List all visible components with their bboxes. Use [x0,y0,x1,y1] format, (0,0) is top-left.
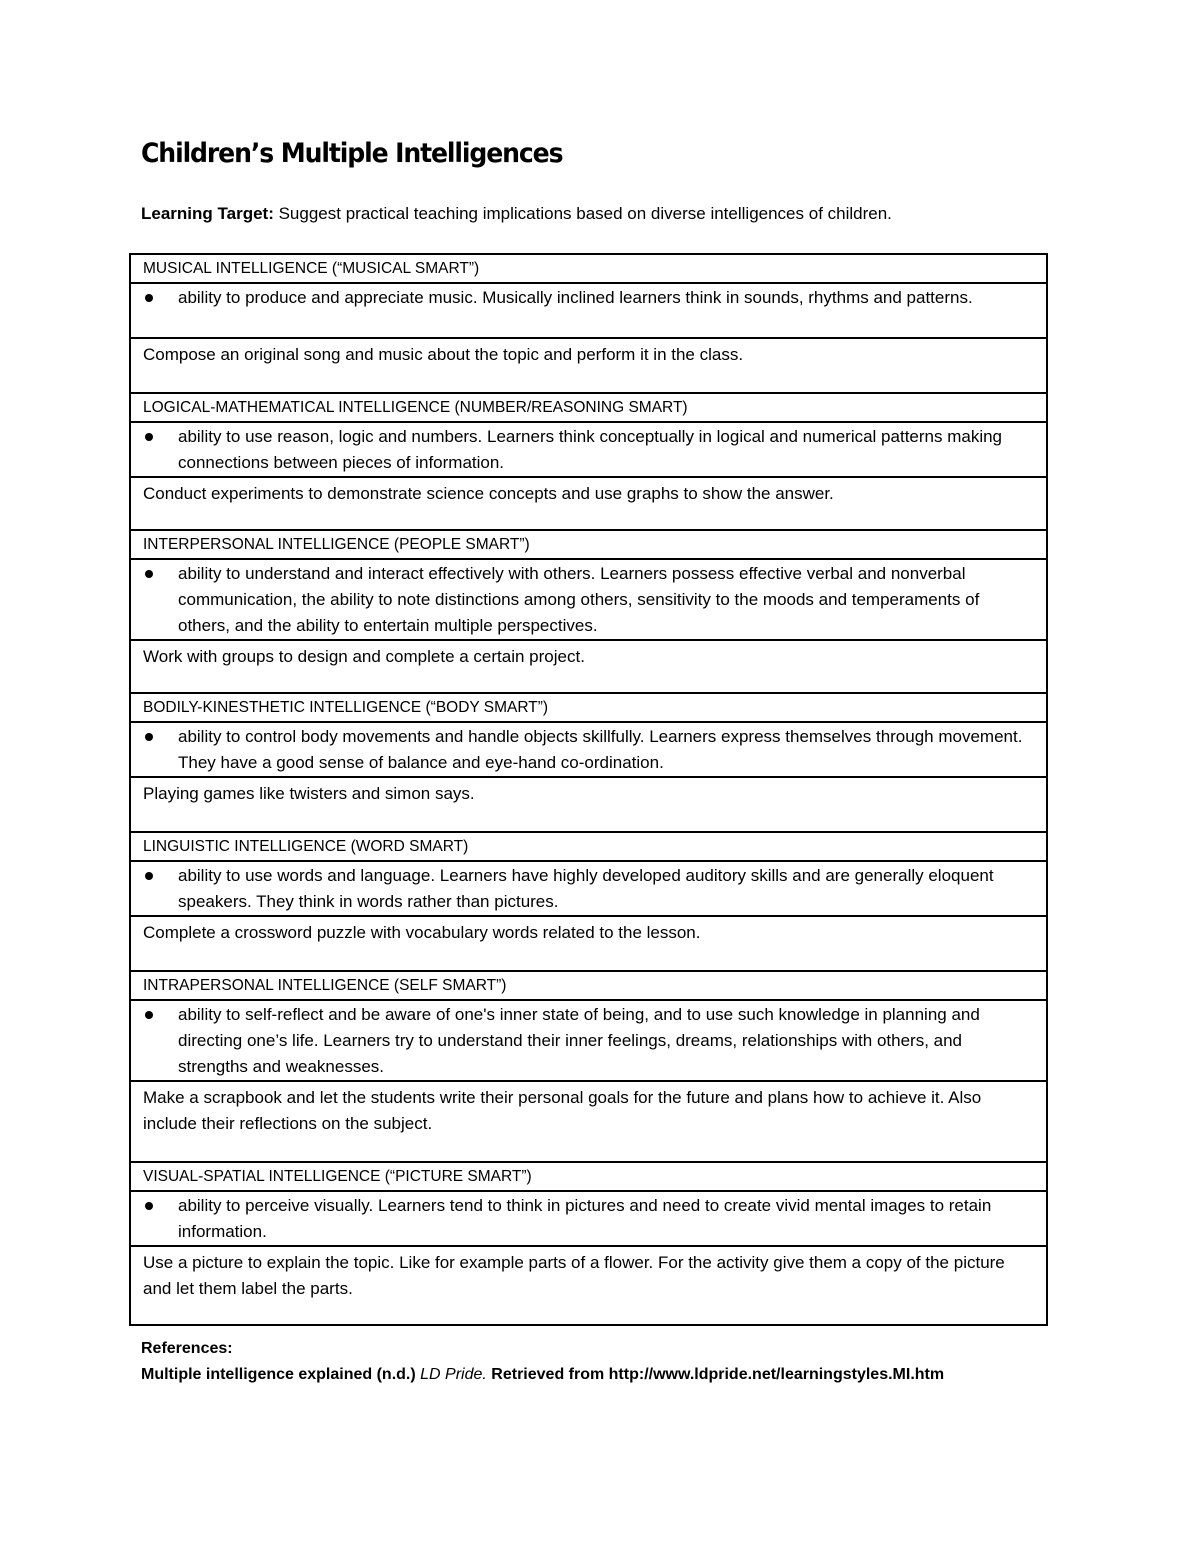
intelligence-activity-row [130,477,1047,530]
reference-citation [141,1362,944,1388]
intelligence-description-row [130,861,1047,916]
intelligence-description: ability to use reason, logic and numbers. Learners think conceptually in logical and numerical patterns making connections between pieces of information. [178,427,1003,472]
intelligence-description: ability to understand and interact effectively with others. Learners possess effective verbal and nonverbal communication, the ability to note distinctions among others, sensitivity to the moods and temperaments of others, and the ability to entertain multiple perspectives. [178,564,980,635]
bullet-icon [145,294,153,302]
intelligence-heading-row [130,832,1047,861]
intelligence-activity-row [130,777,1047,832]
intelligence-heading-row [130,971,1047,1000]
bullet-icon [145,733,153,741]
bullet-icon [145,433,153,441]
intelligence-heading-row [130,530,1047,559]
intelligence-description-row [130,1191,1047,1246]
intelligence-heading: BODILY-KINESTHETIC INTELLIGENCE (“BODY SMART”) [130,693,1047,722]
intelligence-activity-row [130,916,1047,971]
intelligence-activity-row [130,640,1047,693]
intelligence-description-row [130,283,1047,338]
learning-target [141,204,892,224]
intelligence-heading: INTRAPERSONAL INTELLIGENCE (SELF SMART”) [130,971,1047,1000]
bullet-icon [145,1011,153,1019]
intelligence-description-row [130,422,1047,477]
learning-target-label: Learning Target: [141,204,274,223]
intelligence-description: ability to use words and language. Learners have highly developed auditory skills and are generally eloquent speakers. They think in words rather than pictures. [178,866,994,911]
intelligence-description: ability to self-reflect and be aware of one's inner state of being, and to use such knowledge in planning and directing one’s life. Learners try to understand their inner feelings, dreams, relationships with others, and strengths and weaknesses. [178,1005,980,1076]
intelligence-activity-row [130,1081,1047,1162]
intelligence-heading-row [130,393,1047,422]
intelligence-activity: Complete a crossword puzzle with vocabulary words related to the lesson. [130,916,1047,971]
page-title: Children’s Multiple Intelligences [141,138,563,169]
intelligence-description-row [130,559,1047,640]
intelligence-description-row [130,1000,1047,1081]
intelligence-heading: VISUAL-SPATIAL INTELLIGENCE (“PICTURE SMART”) [130,1162,1047,1191]
intelligence-heading: MUSICAL INTELLIGENCE (“MUSICAL SMART”) [130,254,1047,283]
citation-source: LD Pride. [420,1366,487,1383]
references-heading: References: [141,1340,233,1357]
intelligence-activity: Work with groups to design and complete a certain project. [130,640,1047,693]
intelligence-activity-row [130,338,1047,393]
intelligence-description: ability to produce and appreciate music. Musically inclined learners think in sounds, rhythms and patterns. [178,288,973,307]
bullet-icon [145,570,153,578]
intelligence-description-row [130,722,1047,777]
citation-prefix: Multiple intelligence explained (n.d.) [141,1366,421,1383]
intelligence-activity: Use a picture to explain the topic. Like for example parts of a flower. For the activity give them a copy of the picture and let them label the parts. [130,1246,1047,1325]
intelligence-activity: Conduct experiments to demonstrate science concepts and use graphs to show the answer. [130,477,1047,530]
intelligence-activity: Compose an original song and music about the topic and perform it in the class. [130,338,1047,393]
intelligence-activity-row [130,1246,1047,1325]
intelligence-description: ability to control body movements and handle objects skillfully. Learners express themselves through movement. They have a good sense of balance and eye-hand co-ordination. [178,727,1023,772]
intelligence-heading: LOGICAL-MATHEMATICAL INTELLIGENCE (NUMBER/REASONING SMART) [130,393,1047,422]
intelligence-heading-row [130,254,1047,283]
learning-target-text: Suggest practical teaching implications based on diverse intelligences of children. [273,204,892,223]
intelligence-description: ability to perceive visually. Learners tend to think in pictures and need to create vivid mental images to retain information. [178,1196,992,1241]
intelligence-heading: INTERPERSONAL INTELLIGENCE (PEOPLE SMART”) [130,530,1047,559]
intelligences-table [129,253,1048,1326]
intelligence-activity: Playing games like twisters and simon says. [130,777,1047,832]
citation-suffix: Retrieved from http://www.ldpride.net/learningstyles.MI.htm [486,1366,945,1383]
intelligence-heading-row [130,693,1047,722]
references [141,1336,944,1388]
bullet-icon [145,1202,153,1210]
intelligence-heading-row [130,1162,1047,1191]
intelligence-heading: LINGUISTIC INTELLIGENCE (WORD SMART) [130,832,1047,861]
bullet-icon [145,872,153,880]
intelligence-activity: Make a scrapbook and let the students write their personal goals for the future and plans how to achieve it. Also include their reflections on the subject. [130,1081,1047,1162]
